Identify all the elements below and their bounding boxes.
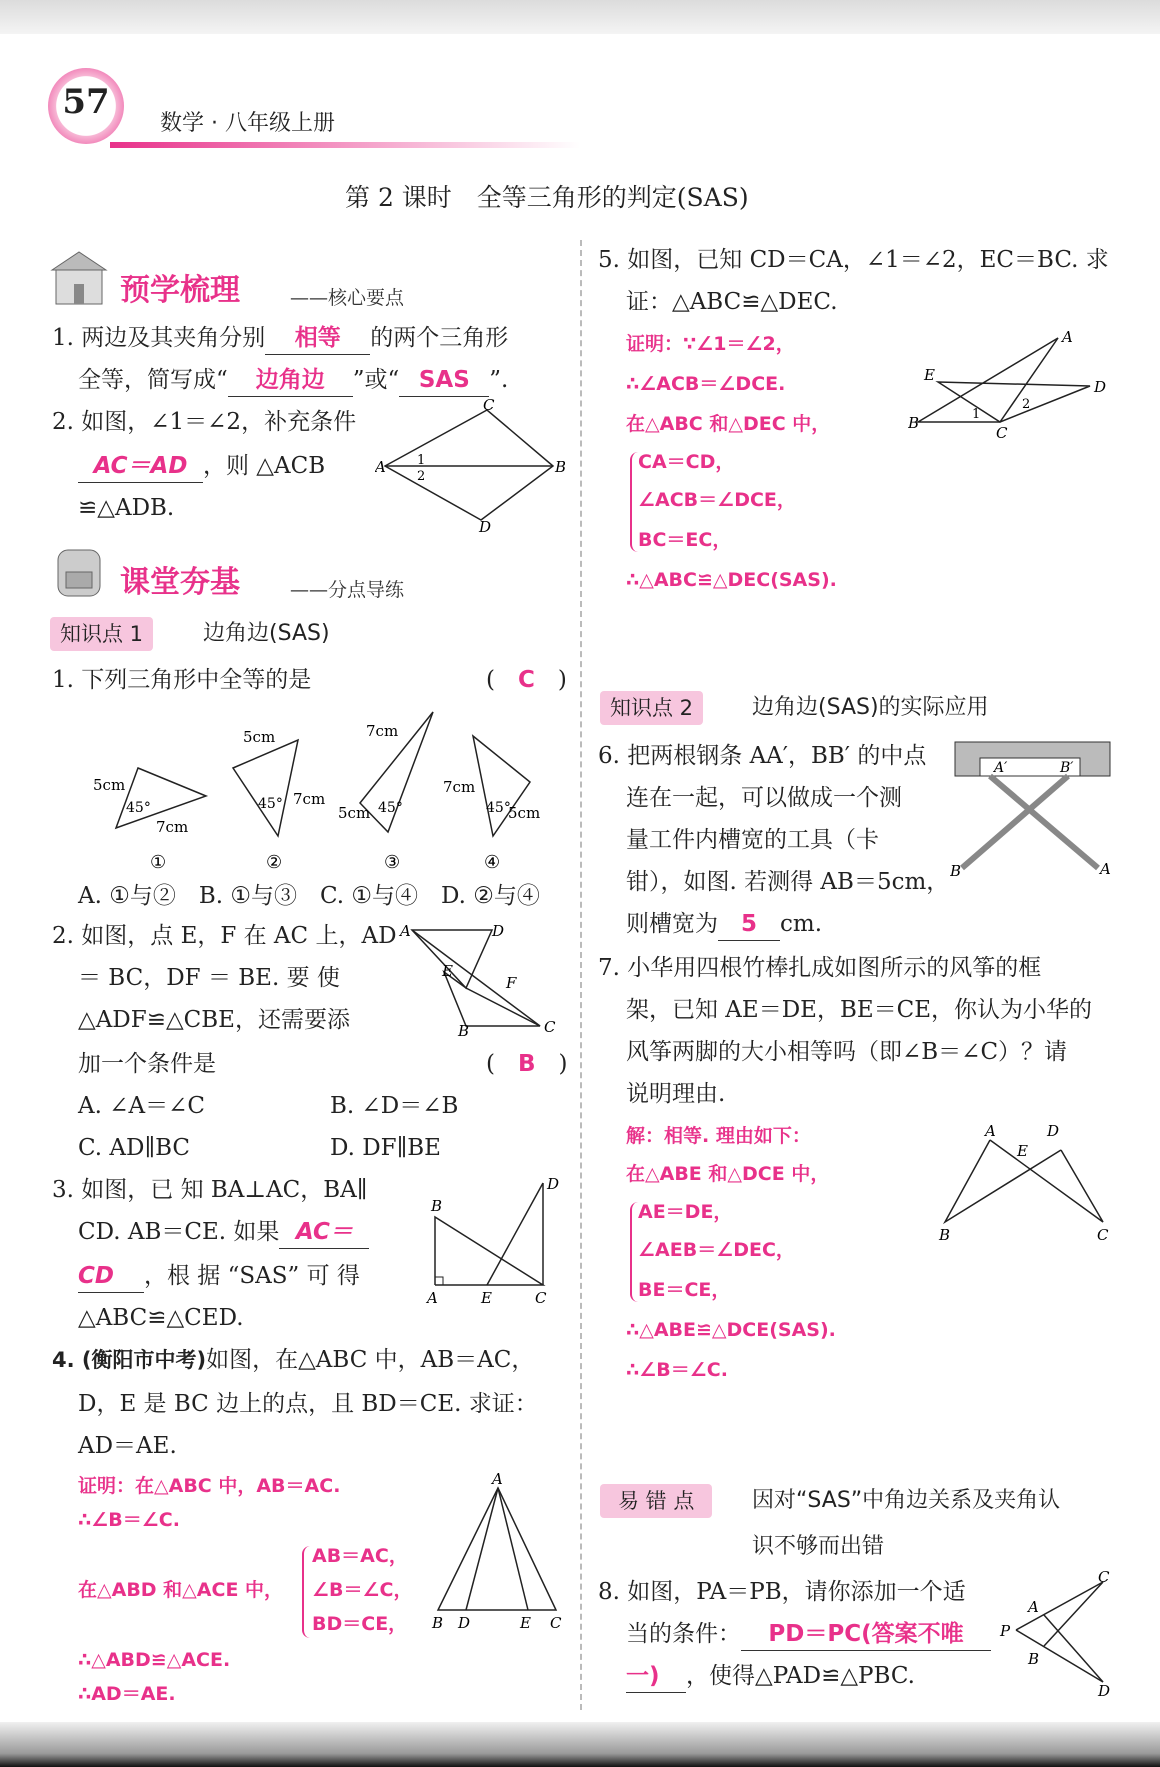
svg-text:2: 2	[1022, 397, 1031, 412]
q4-brace2: ∠B＝∠C，	[312, 1579, 413, 1601]
svg-text:45°: 45°	[378, 800, 403, 816]
q2-option-d: D. DF∥BE	[330, 1135, 441, 1161]
error-point-title-2: 识不够而出错	[752, 1534, 885, 1559]
svg-text:F: F	[506, 974, 517, 992]
svg-text:E: E	[442, 962, 453, 980]
q5-sol4: ∴△ABC≌△DEC(SAS).	[626, 569, 837, 591]
knowledge-point-1-badge: 知识点 1	[50, 617, 153, 651]
q7-line2: 架，已知 AE＝DE，BE＝CE，你认为小华的	[626, 997, 1093, 1023]
figure-caliper	[950, 740, 1115, 884]
page-number: 57	[62, 82, 110, 122]
svg-text:2: 2	[417, 469, 426, 484]
svg-text:5cm: 5cm	[508, 804, 541, 822]
figure-isosceles-abc	[428, 1470, 568, 1639]
q1-stem: 1. 下列三角形中全等的是	[52, 667, 312, 693]
q1b-line3: ≌△ADB.	[78, 495, 175, 521]
svg-text:①: ①	[150, 852, 167, 873]
svg-text:D: D	[1094, 378, 1107, 396]
q7-line4: 说明理由.	[626, 1081, 726, 1107]
svg-text:A: A	[1100, 860, 1111, 878]
svg-text:C: C	[483, 398, 495, 414]
svg-text:45°: 45°	[486, 800, 511, 816]
svg-text:A: A	[400, 922, 411, 940]
backpack-icon	[50, 538, 108, 600]
svg-text:B′: B′	[1060, 760, 1074, 776]
q5-brace1: CA＝CD，	[638, 451, 735, 473]
q4-sol3: 在△ABD 和△ACE 中，	[78, 1579, 284, 1601]
error-point-title-1: 因对“SAS”中角边关系及夹角认	[752, 1488, 1061, 1513]
knowledge-point-2-title: 边角边(SAS)的实际应用	[752, 695, 989, 720]
figure-kite-frame	[935, 1120, 1115, 1249]
svg-text:A: A	[1028, 1598, 1039, 1616]
svg-text:A: A	[1062, 330, 1073, 346]
error-point-badge: 易 错 点	[600, 1484, 712, 1518]
svg-text:7cm: 7cm	[293, 790, 326, 808]
svg-text:D: D	[547, 1175, 560, 1193]
svg-text:5cm: 5cm	[243, 728, 276, 746]
svg-text:45°: 45°	[126, 800, 151, 816]
svg-text:7cm: 7cm	[443, 778, 476, 796]
svg-text:D: D	[1047, 1122, 1060, 1140]
q1-options: A. ①与② B. ①与③ C. ①与④ D. ②与④	[78, 883, 540, 909]
svg-text:A: A	[492, 1470, 503, 1488]
svg-text:C: C	[550, 1614, 562, 1632]
q5-line2: 证：△ABC≌△DEC.	[626, 289, 838, 315]
q2-option-c: C. AD∥BC	[78, 1135, 191, 1161]
bottom-scan-edge	[0, 1722, 1160, 1767]
q4-brace	[302, 1546, 312, 1638]
q5-sol1: 证明：∵∠1＝∠2，	[626, 333, 795, 355]
figure-adfcbe	[398, 920, 563, 1044]
svg-text:1: 1	[972, 407, 981, 422]
q4-sol2: ∴∠B＝∠C.	[78, 1509, 180, 1531]
svg-text:C: C	[535, 1289, 547, 1307]
q2-answer: ( B )	[486, 1051, 568, 1077]
q7-brace1: AE＝DE，	[638, 1201, 733, 1223]
svg-text:A′: A′	[994, 760, 1008, 776]
q2-option-b: B. ∠D＝∠B	[330, 1093, 459, 1119]
figure-kite-acbd	[375, 398, 565, 537]
q8-line3: 一) ，使得△PAD≌△PBC.	[626, 1660, 915, 1693]
svg-text:B: B	[1028, 1650, 1040, 1668]
svg-text:7cm: 7cm	[366, 722, 399, 740]
q2-line4: 加一个条件是	[78, 1051, 216, 1077]
q5-sol2: ∴∠ACB＝∠DCE.	[626, 373, 786, 395]
q6-line2: 连在一起，可以做成一个测	[626, 785, 902, 811]
svg-text:B: B	[939, 1226, 951, 1244]
svg-text:B: B	[432, 1614, 444, 1632]
lesson-title: 第 2 课时 全等三角形的判定(SAS)	[345, 183, 749, 212]
svg-text:③: ③	[384, 852, 401, 873]
svg-text:C: C	[1097, 1226, 1109, 1244]
svg-text:E: E	[520, 1614, 531, 1632]
figure-abc-dec	[908, 330, 1113, 444]
q6-line4: 钳），如图. 若测得 AB＝5cm，	[626, 869, 950, 895]
q2-line1: 2. 如图，点 E，F 在 AC 上，AD	[52, 923, 397, 949]
top-scan-edge	[0, 0, 1160, 34]
svg-text:②: ②	[266, 852, 283, 873]
q7-sol2: 在△ABE 和△DCE 中，	[626, 1163, 830, 1185]
svg-text:D: D	[492, 922, 505, 940]
q3-line4: △ABC≌△CED.	[78, 1305, 244, 1331]
svg-text:B: B	[555, 458, 565, 476]
knowledge-point-1-title: 边角边(SAS)	[203, 621, 330, 646]
q1a-line1: 1. 两边及其夹角分别 相等 的两个三角形	[52, 322, 508, 355]
section-preview-sub: ——核心要点	[290, 287, 405, 309]
svg-text:A: A	[427, 1289, 438, 1307]
svg-text:C: C	[996, 424, 1008, 440]
svg-text:④: ④	[484, 852, 501, 873]
column-divider	[580, 240, 582, 1710]
q4-sol5: ∴AD＝AE.	[78, 1683, 176, 1705]
svg-text:C: C	[1098, 1570, 1110, 1586]
q7-line1: 7. 小华用四根竹棒扎成如图所示的风筝的框	[598, 955, 1042, 981]
q8-line2: 当的条件： PD＝PC(答案不唯	[626, 1618, 991, 1651]
svg-text:B: B	[458, 1022, 470, 1040]
q8-line1: 8. 如图，PA＝PB，请你添加一个适	[598, 1579, 966, 1605]
svg-text:B: B	[950, 862, 962, 880]
svg-text:D: D	[1098, 1682, 1111, 1700]
svg-text:5cm: 5cm	[93, 776, 126, 794]
q5-sol3: 在△ABC 和△DEC 中，	[626, 413, 831, 435]
knowledge-point-2-badge: 知识点 2	[600, 691, 703, 725]
svg-text:A: A	[985, 1122, 996, 1140]
svg-text:45°: 45°	[258, 796, 283, 812]
svg-text:C: C	[544, 1018, 556, 1036]
q4-line2: D，E 是 BC 边上的点，且 BD＝CE. 求证：	[78, 1391, 538, 1417]
header-rule	[110, 142, 580, 148]
q4-sol1: 证明：在△ABC 中，AB＝AC.	[78, 1475, 341, 1497]
section-preview-title: 预学梳理	[120, 273, 240, 308]
svg-text:E: E	[1017, 1142, 1028, 1160]
header-subject: 数学 · 八年级上册	[160, 111, 335, 136]
figure-four-triangles	[88, 708, 548, 882]
q6-line1: 6. 把两根钢条 AA′，BB′ 的中点	[598, 743, 927, 769]
q7-sol1: 解：相等. 理由如下：	[626, 1125, 811, 1147]
q3-line1: 3. 如图，已 知 BA⊥AC，BA∥	[52, 1177, 368, 1203]
q7-sol3: ∴△ABE≌△DCE(SAS).	[626, 1319, 836, 1341]
q7-line3: 风筝两脚的大小相等吗（即∠B＝∠C）？请	[626, 1039, 1068, 1065]
q3-line2: CD. AB＝CE. 如果 AC＝	[78, 1216, 369, 1249]
q5-line1: 5. 如图，已知 CD＝CA，∠1＝∠2，EC＝BC. 求	[598, 247, 1109, 273]
q5-brace2: ∠ACB＝∠DCE，	[638, 489, 796, 511]
q1b-line1: 2. 如图，∠1＝∠2，补充条件	[52, 409, 357, 435]
q5-brace3: BC＝EC，	[638, 529, 732, 551]
q6-line5: 则槽宽为 5 cm.	[626, 908, 822, 941]
q1b-line2: AC＝AD ，则 △ACB	[78, 450, 325, 483]
svg-text:5cm: 5cm	[338, 804, 371, 822]
figure-pa-pb	[998, 1570, 1118, 1704]
q1-answer: ( C )	[486, 667, 567, 693]
section-class-sub: ——分点导练	[290, 579, 405, 601]
q4-brace1: AB＝AC，	[312, 1545, 408, 1567]
svg-text:E: E	[481, 1289, 492, 1307]
q6-line3: 量工件内槽宽的工具（卡	[626, 827, 879, 853]
svg-text:D: D	[458, 1614, 471, 1632]
svg-text:D: D	[479, 518, 492, 533]
svg-text:P: P	[1000, 1622, 1011, 1640]
svg-text:B: B	[908, 414, 920, 432]
figure-abc-ced	[425, 1175, 565, 1314]
q7-brace3: BE＝CE，	[638, 1279, 731, 1301]
page-number-badge	[48, 68, 124, 144]
section-class-title: 课堂夯基	[120, 565, 240, 600]
q2-line3: △ADF≌△CBE，还需要添	[78, 1007, 350, 1033]
q4-brace3: BD＝CE，	[312, 1613, 408, 1635]
q1a-line2: 全等，简写成“ 边角边 ”或“ SAS ”.	[78, 364, 508, 397]
q4-sol4: ∴△ABD≌△ACE.	[78, 1649, 231, 1671]
school-icon	[50, 248, 108, 308]
svg-text:1: 1	[417, 453, 426, 468]
q7-brace2: ∠AEB＝∠DEC，	[638, 1239, 795, 1261]
svg-text:E: E	[924, 366, 935, 384]
q7-sol4: ∴∠B＝∠C.	[626, 1359, 728, 1381]
q2-line2: ＝ BC，DF ＝ BE. 要 使	[78, 965, 340, 991]
q4-line3: AD＝AE.	[78, 1433, 177, 1459]
svg-text:B: B	[431, 1197, 443, 1215]
q2-option-a: A. ∠A＝∠C	[78, 1093, 205, 1119]
q4-line1: 4. (衡阳市中考)如图，在△ABC 中，AB＝AC，	[52, 1347, 535, 1373]
svg-text:7cm: 7cm	[156, 818, 189, 836]
q3-line3: CD ，根 据 “SAS” 可 得	[78, 1260, 360, 1293]
svg-text:A: A	[375, 458, 386, 476]
